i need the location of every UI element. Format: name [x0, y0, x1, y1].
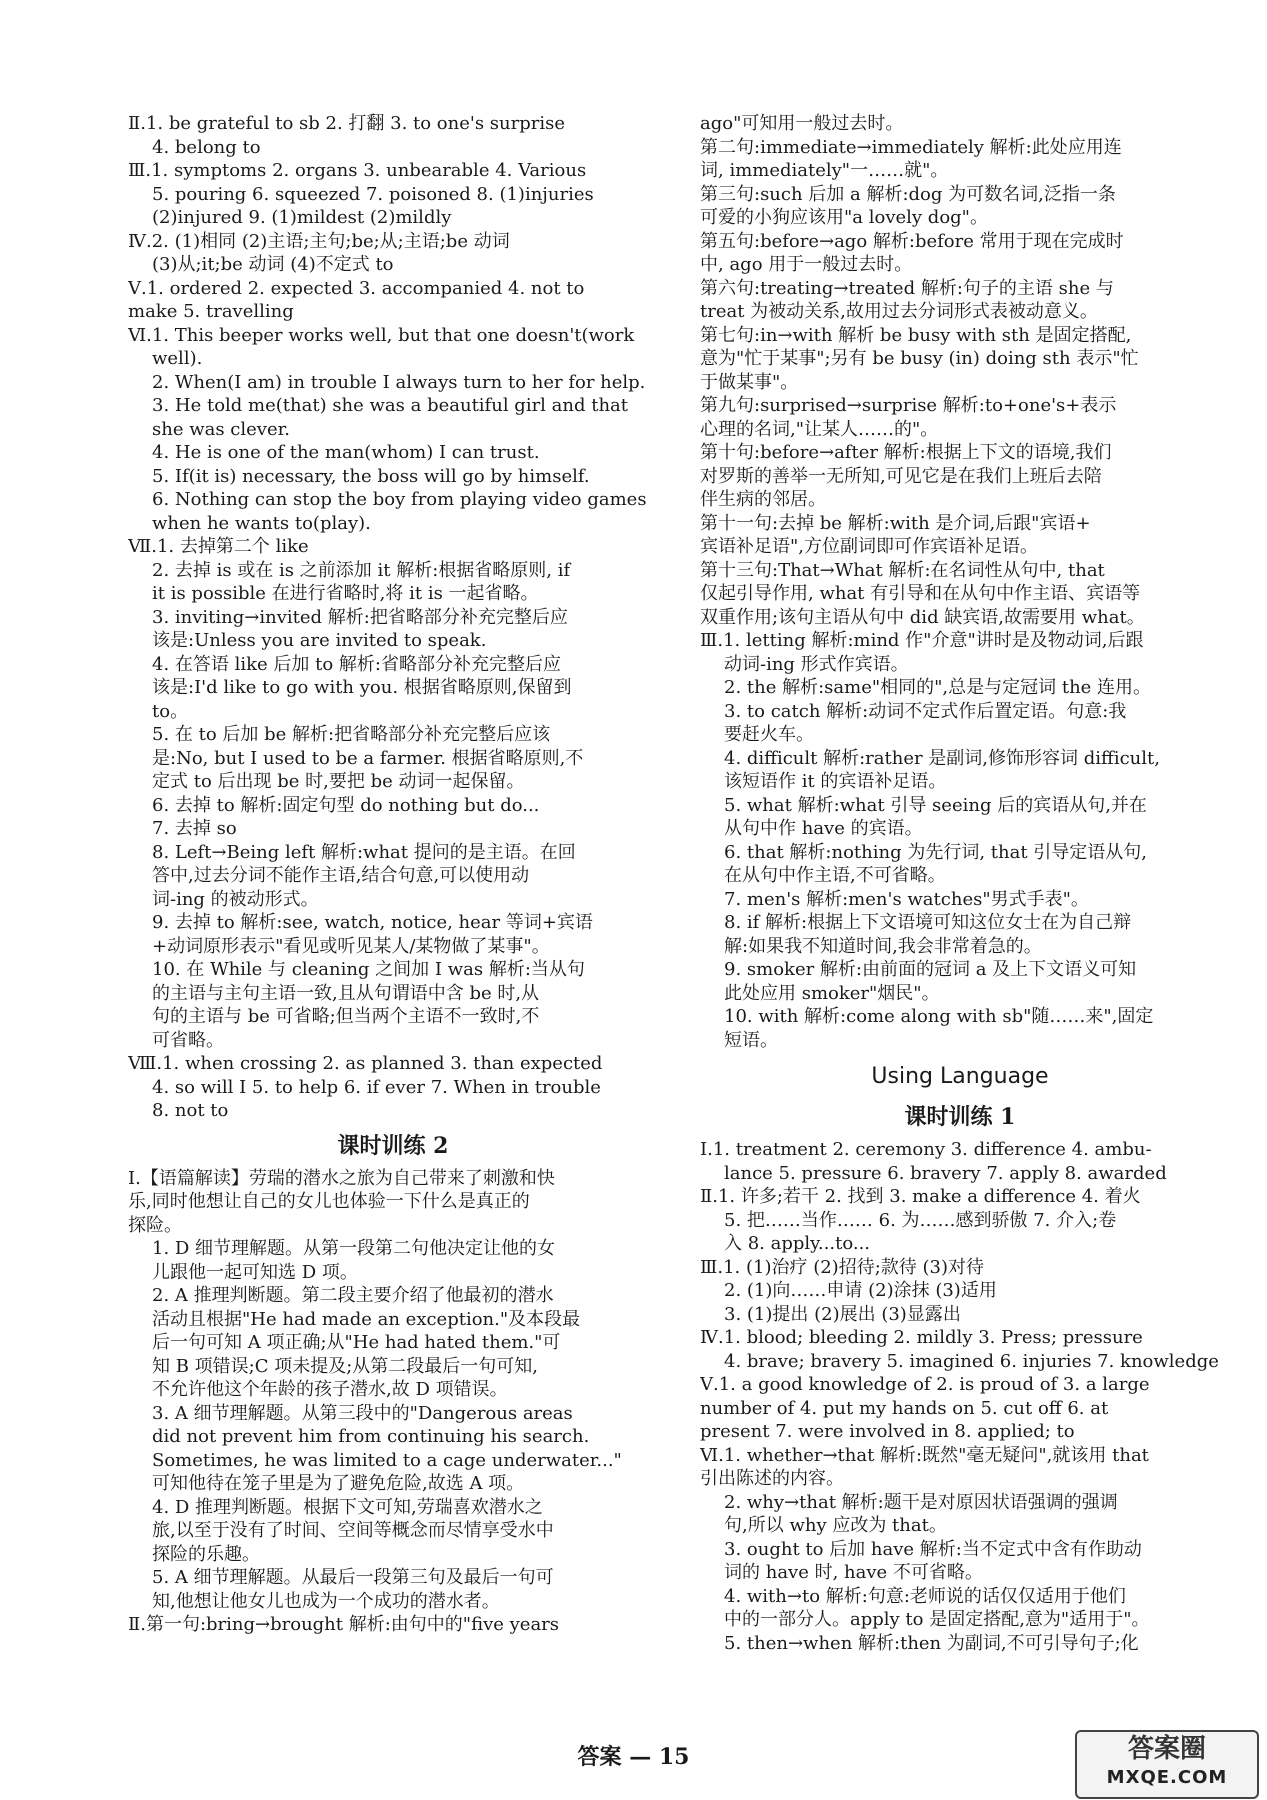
- answer-line: Ⅴ.1. ordered 2. expected 3. accompanied 4. not to: [128, 277, 585, 299]
- answer-line: it is possible 在进行省略时,将 it is 一起省略。: [152, 583, 539, 604]
- answer-line: number of 4. put my hands on 5. cut off 6. at: [700, 1397, 1109, 1419]
- answer-line: 短语。: [724, 1029, 778, 1051]
- answer-line: 动词-ing 形式作宾语。: [724, 653, 909, 675]
- answer-line: Ⅶ.1. 去掉第二个 like: [128, 536, 309, 557]
- answer-line: 于做某事"。: [700, 371, 799, 393]
- answer-line: +动词原形表示"看见或听见某人/某物做了某事"。: [152, 935, 550, 957]
- answer-line: present 7. were involved in 8. applied; to: [700, 1421, 1075, 1442]
- answer-line: 知 B 项错误;C 项未提及;从第二段最后一句可知,: [152, 1355, 539, 1377]
- answer-line: 6. Nothing can stop the boy from playing video games: [152, 489, 647, 510]
- answer-line: 第六句:treating→treated 解析:句子的主语 she 与: [700, 277, 1114, 299]
- right-column: [700, 112, 1220, 1655]
- answer-line: 第九句:surprised→surprise 解析:to+one's+表示: [700, 395, 1117, 416]
- answer-line: 10. 在 While 与 cleaning 之间加 I was 解析:当从句: [152, 959, 585, 980]
- answer-line: Ⅰ.1. treatment 2. ceremony 3. difference 4. ambu-: [700, 1139, 1152, 1160]
- right-column-answers: [700, 112, 1220, 1052]
- answer-line: 6. 去掉 to 解析:固定句型 do nothing but do...: [152, 794, 540, 816]
- answer-line: Ⅳ.1. blood; bleeding 2. mildly 3. Press; pressure: [700, 1327, 1143, 1348]
- left-column: [128, 112, 658, 1637]
- answer-line: 7. 去掉 so: [152, 818, 237, 839]
- answer-line: 10. with 解析:come along with sb"随……来",固定: [724, 1006, 1154, 1027]
- answer-line: 该短语作 it 的宾语补足语。: [724, 771, 947, 792]
- answer-line: 可知他待在笼子里是为了避免危险,故选 A 项。: [152, 1473, 525, 1494]
- answer-line: 2. When(I am) in trouble I always turn to her for help.: [152, 371, 646, 393]
- answer-line: 句,所以 why 应改为 that。: [724, 1515, 947, 1536]
- answer-line: did not prevent him from continuing his search.: [152, 1426, 590, 1447]
- answer-line: 2. why→that 解析:题干是对原因状语强调的强调: [724, 1491, 1118, 1513]
- answer-line: 双重作用;该句主语从句中 did 缺宾语,故需要用 what。: [700, 606, 1145, 628]
- right-column-answers-2: [700, 1138, 1220, 1655]
- answer-line: Ⅱ.1. 许多;若干 2. 找到 3. make a difference 4. 着火: [700, 1186, 1141, 1207]
- watermark-top: 答案圈: [1127, 1734, 1206, 1764]
- answer-line: 探险。: [128, 1214, 182, 1236]
- answer-line: 4. belong to: [152, 136, 261, 158]
- answer-line: Ⅰ.【语篇解读】劳瑞的潜水之旅为自己带来了刺激和快: [128, 1167, 555, 1189]
- answer-line: 旅,以至于没有了时间、空间等概念而尽情享受水中: [152, 1520, 554, 1541]
- answer-line: ago"可知用一般过去时。: [700, 113, 904, 134]
- answer-line: 9. 去掉 to 解析:see, watch, notice, hear 等词+宾语: [152, 912, 593, 933]
- answer-line: 8. if 解析:根据上下文语境可知这位女士在为自己辩: [724, 912, 1132, 933]
- answer-line: Ⅲ.1. (1)治疗 (2)招待;款待 (3)对待: [700, 1256, 984, 1278]
- answer-line: 对罗斯的善举一无所知,可见它是在我们上班后去陪: [700, 465, 1102, 487]
- answer-line: Ⅲ.1. symptoms 2. organs 3. unbearable 4. Various: [128, 160, 587, 181]
- answer-line: 3. He told me(that) she was a beautiful girl and that: [152, 395, 629, 416]
- answer-line: make 5. travelling: [128, 301, 294, 322]
- answer-line: 4. so will I 5. to help 6. if ever 7. When in trouble: [152, 1076, 601, 1098]
- answer-line: 词的 have 时, have 不可省略。: [724, 1562, 983, 1583]
- page-footer: 答案 — 15: [577, 1744, 690, 1770]
- answer-line: 不允许他这个年龄的孩子潜水,故 D 项错误。: [152, 1379, 508, 1400]
- answer-line: 4. brave; bravery 5. imagined 6. injuries 7. knowledge: [724, 1350, 1219, 1372]
- answer-line: 在从句中作主语,不可省略。: [724, 865, 946, 886]
- answer-line: she was clever.: [152, 418, 290, 440]
- answer-line: 3. A 细节理解题。从第三段中的"Dangerous areas: [152, 1402, 573, 1424]
- answer-line: when he wants to(play).: [152, 512, 371, 534]
- answer-line: 仅起引导作用, what 有引导和在从句中作主语、宾语等: [700, 583, 1141, 604]
- answer-line: Ⅴ.1. a good knowledge of 2. is proud of 3. a large: [700, 1374, 1150, 1395]
- answer-line: 该是:I'd like to go with you. 根据省略原则,保留到: [152, 677, 572, 698]
- answer-line: 的主语与主句主语一致,且从句谓语中含 be 时,从: [152, 982, 540, 1004]
- answer-line: 第十三句:That→What 解析:在名词性从句中, that: [700, 559, 1105, 581]
- right-section-title: 课时训练 1: [904, 1104, 1016, 1130]
- answer-line: 4. with→to 解析:句意:老师说的话仅仅适用于他们: [724, 1585, 1126, 1607]
- answer-line: Ⅲ.1. letting 解析:mind 作"介意"讲时是及物动词,后跟: [700, 630, 1144, 651]
- answer-line: 宾语补足语",方位副词即可作宾语补足语。: [700, 536, 1038, 557]
- answer-line: 5. 在 to 后加 be 解析:把省略部分补充完整后应该: [152, 724, 551, 745]
- answer-line: to。: [152, 700, 189, 722]
- answer-line: 8. not to: [152, 1100, 229, 1121]
- answer-line: 5. 把……当作…… 6. 为……感到骄傲 7. 介入;卷: [724, 1209, 1117, 1231]
- answer-line: 3. inviting→invited 解析:把省略部分补充完整后应: [152, 606, 568, 628]
- answer-line: 中的一部分人。apply to 是固定搭配,意为"适用于"。: [724, 1609, 1150, 1630]
- answer-line: 2. (1)向……申请 (2)涂抹 (3)适用: [724, 1280, 997, 1301]
- answer-line: well).: [152, 348, 203, 369]
- answer-line: 5. then→when 解析:then 为副词,不可引导句子;化: [724, 1632, 1139, 1654]
- answer-line: 活动且根据"He had made an exception."及本段最: [152, 1308, 581, 1330]
- answer-line: 心理的名词,"让某人……的"。: [700, 418, 939, 440]
- answer-line: lance 5. pressure 6. bravery 7. apply 8. awarded: [724, 1162, 1167, 1184]
- answer-line: 解:如果我不知道时间,我会非常着急的。: [724, 935, 1042, 957]
- answer-line: 是:No, but I used to be a farmer. 根据省略原则,不: [152, 747, 584, 769]
- answer-line: 知,他想让他女儿也成为一个成功的潜水者。: [152, 1590, 500, 1612]
- answer-line: 词, immediately"一……就"。: [700, 160, 949, 181]
- answer-line: 引出陈述的内容。: [700, 1468, 844, 1489]
- answer-line: 5. what 解析:what 引导 seeing 后的宾语从句,并在: [724, 794, 1147, 816]
- answer-line: 1. D 细节理解题。从第一段第二句他决定让他的女: [152, 1238, 556, 1259]
- answer-line: 探险的乐趣。: [152, 1543, 260, 1565]
- answer-line: Ⅵ.1. whether→that 解析:既然"毫无疑问",就该用 that: [700, 1444, 1149, 1466]
- right-heading: Using Language: [871, 1064, 1049, 1089]
- left-section-title: 课时训练 2: [337, 1132, 449, 1159]
- left-column-answers: [128, 112, 658, 1123]
- answer-line: 4. D 推理判断题。根据下文可知,劳瑞喜欢潜水之: [152, 1496, 543, 1518]
- answer-line: Ⅷ.1. when crossing 2. as planned 3. than expected: [128, 1053, 603, 1074]
- answer-line: Ⅱ.第一句:bring→brought 解析:由句中的"five years: [128, 1614, 560, 1635]
- answer-line: 第五句:before→ago 解析:before 常用于现在完成时: [700, 230, 1124, 252]
- answer-line: (3)从;it;be 动词 (4)不定式 to: [152, 254, 394, 275]
- answer-line: 5. If(it is) necessary, the boss will go by himself.: [152, 465, 590, 487]
- answer-line: 8. Left→Being left 解析:what 提问的是主语。在回: [152, 841, 576, 863]
- answer-line: 词-ing 的被动形式。: [152, 888, 319, 910]
- answer-line: 该是:Unless you are invited to speak.: [152, 630, 487, 651]
- left-column-answers-2: [128, 1167, 658, 1637]
- answer-line: 4. difficult 解析:rather 是副词,修饰形容词 difficult,: [724, 747, 1160, 769]
- answer-line: 乐,同时他想让自己的女儿也体验一下什么是真正的: [128, 1191, 530, 1212]
- answer-line: (2)injured 9. (1)mildest (2)mildly: [152, 207, 452, 228]
- answer-line: 第十一句:去掉 be 解析:with 是介词,后跟"宾语+: [700, 512, 1091, 534]
- answer-line: 定式 to 后出现 be 时,要把 be 动词一起保留。: [152, 771, 525, 792]
- answer-line: 可省略。: [152, 1029, 224, 1051]
- answer-line: 2. the 解析:same"相同的",总是与定冠词 the 连用。: [724, 677, 1152, 698]
- answer-line: 7. men's 解析:men's watches"男式手表"。: [724, 888, 1089, 910]
- answer-line: Ⅵ.1. This beeper works well, but that one doesn't(work: [128, 324, 635, 346]
- answer-line: 第十句:before→after 解析:根据上下文的语境,我们: [700, 442, 1112, 463]
- answer-line: 句的主语与 be 可省略;但当两个主语不一致时,不: [152, 1006, 540, 1027]
- answer-line: 3. to catch 解析:动词不定式作后置定语。句意:我: [724, 700, 1127, 722]
- answer-line: 可爱的小狗应该用"a lovely dog"。: [700, 207, 988, 228]
- answer-line: Ⅱ.1. be grateful to sb 2. 打翻 3. to one's surprise: [128, 113, 566, 134]
- answer-line: 此处应用 smoker"烟民"。: [724, 982, 940, 1004]
- answer-line: 2. A 推理判断题。第二段主要介绍了他最初的潜水: [152, 1285, 554, 1306]
- answer-line: 3. (1)提出 (2)展出 (3)显露出: [724, 1303, 961, 1325]
- answer-line: 6. that 解析:nothing 为先行词, that 引导定语从句,: [724, 841, 1147, 863]
- answer-line: 第七句:in→with 解析 be busy with sth 是固定搭配,: [700, 324, 1132, 346]
- answer-line: 5. A 细节理解题。从最后一段第三句及最后一句可: [152, 1567, 554, 1588]
- watermark-bottom: MXQE.COM: [1106, 1767, 1228, 1788]
- answer-line: Ⅳ.2. (1)相同 (2)主语;主句;be;从;主语;be 动词: [128, 230, 510, 252]
- answer-line: 答中,过去分词不能作主语,结合句意,可以使用动: [152, 865, 530, 886]
- answer-line: treat 为被动关系,故用过去分词形式表被动意义。: [700, 301, 1098, 322]
- answer-line: 中, ago 用于一般过去时。: [700, 254, 913, 275]
- answer-line: 儿跟他一起可知选 D 项。: [152, 1261, 358, 1283]
- answer-line: 4. 在答语 like 后加 to 解析:省略部分补充完整后应: [152, 653, 561, 675]
- answer-line: 要赶火车。: [724, 724, 814, 745]
- answer-line: 4. He is one of the man(whom) I can trust.: [152, 442, 540, 463]
- answer-line: 后一句可知 A 项正确;从"He had hated them."可: [152, 1332, 561, 1353]
- answer-line: 5. pouring 6. squeezed 7. poisoned 8. (1)injuries: [152, 183, 594, 205]
- answer-line: 9. smoker 解析:由前面的冠词 a 及上下文语义可知: [724, 959, 1137, 980]
- answer-line: 从句中作 have 的宾语。: [724, 818, 923, 839]
- answer-line: 伴生病的邻居。: [700, 489, 826, 510]
- answer-line: 入 8. apply...to...: [724, 1233, 871, 1254]
- answer-line: 第二句:immediate→immediately 解析:此处应用连: [700, 136, 1122, 158]
- answer-line: 第三句:such 后加 a 解析:dog 为可数名词,泛指一条: [700, 183, 1116, 205]
- watermark-logo: [1075, 1730, 1259, 1799]
- answer-line: 3. ought to 后加 have 解析:当不定式中含有作助动: [724, 1538, 1142, 1560]
- answer-line: 2. 去掉 is 或在 is 之前添加 it 解析:根据省略原则, if: [152, 559, 571, 581]
- answer-line: 意为"忙于某事";另有 be busy (in) doing sth 表示"忙: [700, 348, 1139, 369]
- answer-line: Sometimes, he was limited to a cage underwater...": [152, 1449, 622, 1471]
